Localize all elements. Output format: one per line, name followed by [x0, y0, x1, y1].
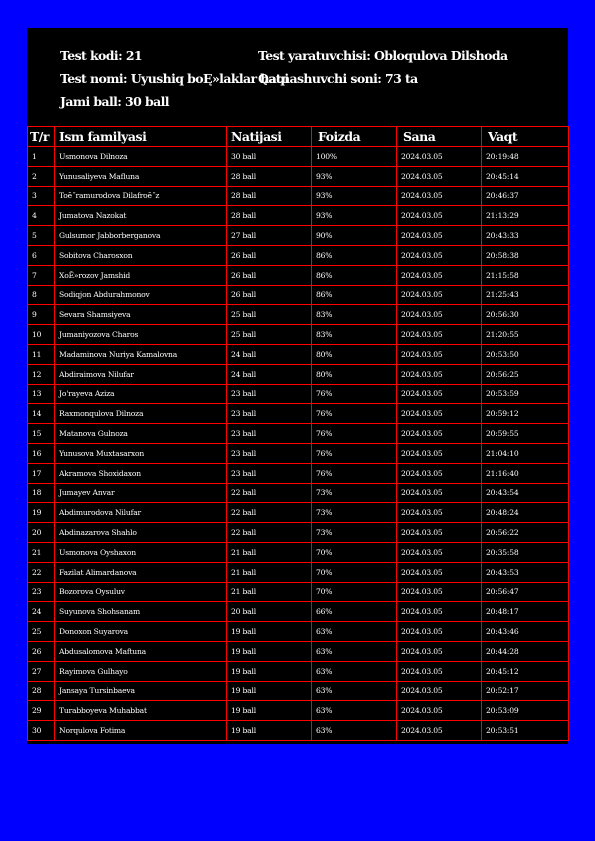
time-cell: 21:16:40: [482, 463, 569, 483]
student-name-cell: Raxmonqulova Dilnoza: [55, 404, 227, 424]
student-name-cell: Fazilat Alimardanova: [55, 562, 227, 582]
table-row: [28, 384, 569, 404]
score-cell: 23 ball: [227, 463, 312, 483]
score-cell: 21 ball: [227, 582, 312, 602]
time-cell: 20:35:58: [482, 542, 569, 562]
student-name-cell: Jumatova Nazokat: [55, 206, 227, 226]
time-cell: 20:48:17: [482, 602, 569, 622]
time-cell: 20:56:22: [482, 523, 569, 543]
time-cell: 20:53:51: [482, 721, 569, 741]
percentage-cell: 90%: [312, 226, 397, 246]
student-name-cell: Sevara Shamsiyeva: [55, 305, 227, 325]
student-name-cell: Usmonova Oyshaxon: [55, 542, 227, 562]
score-cell: 19 ball: [227, 701, 312, 721]
time-cell: 21:20:55: [482, 325, 569, 345]
date-cell: 2024.03.05: [397, 147, 482, 167]
percentage-cell: 76%: [312, 424, 397, 444]
score-cell: 22 ball: [227, 483, 312, 503]
table-row: [28, 542, 569, 562]
row-number-cell: 25: [28, 622, 55, 642]
score-cell: 26 ball: [227, 245, 312, 265]
student-name-cell: Norqulova Fotima: [55, 721, 227, 741]
student-name-cell: Jumaniyozova Charos: [55, 325, 227, 345]
date-cell: 2024.03.05: [397, 226, 482, 246]
student-name-cell: Abdimurodova Nilufar: [55, 503, 227, 523]
date-cell: 2024.03.05: [397, 582, 482, 602]
time-cell: 20:59:55: [482, 424, 569, 444]
row-number-cell: 26: [28, 641, 55, 661]
percentage-cell: 83%: [312, 325, 397, 345]
time-cell: 20:59:12: [482, 404, 569, 424]
table-row: [28, 582, 569, 602]
score-cell: 23 ball: [227, 424, 312, 444]
table-row: [28, 721, 569, 741]
student-name-cell: Abdiraimova Nilufar: [55, 364, 227, 384]
row-number-cell: 20: [28, 523, 55, 543]
date-cell: 2024.03.05: [397, 602, 482, 622]
student-name-cell: Abdusalomova Maftuna: [55, 641, 227, 661]
student-name-cell: Gulsumor Jabborberganova: [55, 226, 227, 246]
date-cell: 2024.03.05: [397, 186, 482, 206]
score-cell: 19 ball: [227, 641, 312, 661]
student-name-cell: Rayimova Gulhayo: [55, 661, 227, 681]
col-header-date: Sana: [397, 127, 482, 147]
row-number-cell: 10: [28, 325, 55, 345]
time-cell: 20:46:37: [482, 186, 569, 206]
table-row: [28, 166, 569, 186]
row-number-cell: 19: [28, 503, 55, 523]
time-cell: 21:04:10: [482, 443, 569, 463]
percentage-cell: 80%: [312, 364, 397, 384]
row-number-cell: 8: [28, 285, 55, 305]
percentage-cell: 63%: [312, 661, 397, 681]
score-cell: 21 ball: [227, 542, 312, 562]
score-cell: 26 ball: [227, 265, 312, 285]
student-name-cell: Bozorova Oysuluv: [55, 582, 227, 602]
row-number-cell: 24: [28, 602, 55, 622]
date-cell: 2024.03.05: [397, 483, 482, 503]
date-cell: 2024.03.05: [397, 404, 482, 424]
date-cell: 2024.03.05: [397, 622, 482, 642]
percentage-cell: 76%: [312, 404, 397, 424]
percentage-cell: 86%: [312, 265, 397, 285]
date-cell: 2024.03.05: [397, 681, 482, 701]
row-number-cell: 4: [28, 206, 55, 226]
time-cell: 20:53:09: [482, 701, 569, 721]
row-number-cell: 18: [28, 483, 55, 503]
percentage-cell: 100%: [312, 147, 397, 167]
date-cell: 2024.03.05: [397, 721, 482, 741]
col-header-result: Natijasi: [227, 127, 312, 147]
time-cell: 20:56:47: [482, 582, 569, 602]
row-number-cell: 27: [28, 661, 55, 681]
percentage-cell: 93%: [312, 166, 397, 186]
table-row: [28, 641, 569, 661]
student-name-cell: Sodiqjon Abdurahmonov: [55, 285, 227, 305]
date-cell: 2024.03.05: [397, 542, 482, 562]
score-cell: 28 ball: [227, 166, 312, 186]
test-code: Test kodi: 21: [60, 48, 143, 63]
time-cell: 20:19:48: [482, 147, 569, 167]
date-cell: 2024.03.05: [397, 364, 482, 384]
score-cell: 20 ball: [227, 602, 312, 622]
student-name-cell: Madaminova Nuriya Kamalovna: [55, 344, 227, 364]
table-row: [28, 245, 569, 265]
table-row: [28, 344, 569, 364]
score-cell: 22 ball: [227, 523, 312, 543]
time-cell: 20:43:54: [482, 483, 569, 503]
table-row: [28, 681, 569, 701]
date-cell: 2024.03.05: [397, 285, 482, 305]
percentage-cell: 66%: [312, 602, 397, 622]
score-cell: 27 ball: [227, 226, 312, 246]
table-row: [28, 186, 569, 206]
row-number-cell: 12: [28, 364, 55, 384]
percentage-cell: 70%: [312, 562, 397, 582]
table-row: [28, 622, 569, 642]
student-name-cell: Yunusaliyeva Mafluna: [55, 166, 227, 186]
score-cell: 19 ball: [227, 721, 312, 741]
score-cell: 19 ball: [227, 661, 312, 681]
table-row: [28, 503, 569, 523]
table-row: [28, 265, 569, 285]
percentage-cell: 73%: [312, 503, 397, 523]
date-cell: 2024.03.05: [397, 166, 482, 186]
table-row: [28, 424, 569, 444]
date-cell: 2024.03.05: [397, 305, 482, 325]
percentage-cell: 76%: [312, 463, 397, 483]
score-cell: 22 ball: [227, 503, 312, 523]
percentage-cell: 70%: [312, 542, 397, 562]
student-name-cell: Donoxon Suyarova: [55, 622, 227, 642]
score-cell: 19 ball: [227, 681, 312, 701]
table-row: [28, 661, 569, 681]
time-cell: 20:45:14: [482, 166, 569, 186]
row-number-cell: 7: [28, 265, 55, 285]
time-cell: 20:56:25: [482, 364, 569, 384]
table-row: [28, 147, 569, 167]
row-number-cell: 11: [28, 344, 55, 364]
row-number-cell: 22: [28, 562, 55, 582]
time-cell: 20:53:59: [482, 384, 569, 404]
table-row: [28, 364, 569, 384]
row-number-cell: 30: [28, 721, 55, 741]
row-number-cell: 5: [28, 226, 55, 246]
score-cell: 26 ball: [227, 285, 312, 305]
row-number-cell: 17: [28, 463, 55, 483]
col-header-time: Vaqt: [482, 127, 569, 147]
date-cell: 2024.03.05: [397, 661, 482, 681]
results-table: [27, 126, 569, 741]
percentage-cell: 63%: [312, 641, 397, 661]
row-number-cell: 3: [28, 186, 55, 206]
student-name-cell: Matanova Gulnoza: [55, 424, 227, 444]
percentage-cell: 76%: [312, 443, 397, 463]
percentage-cell: 70%: [312, 582, 397, 602]
col-header-name: Ism familyasi: [55, 127, 227, 147]
student-name-cell: Yunusova Muxtasarxon: [55, 443, 227, 463]
time-cell: 20:44:28: [482, 641, 569, 661]
row-number-cell: 1: [28, 147, 55, 167]
percentage-cell: 76%: [312, 384, 397, 404]
date-cell: 2024.03.05: [397, 325, 482, 345]
test-info-header: [27, 28, 568, 126]
table-row: [28, 206, 569, 226]
date-cell: 2024.03.05: [397, 701, 482, 721]
table-row: [28, 325, 569, 345]
date-cell: 2024.03.05: [397, 206, 482, 226]
student-name-cell: Jo'rayeva Aziza: [55, 384, 227, 404]
score-cell: 24 ball: [227, 344, 312, 364]
table-row: [28, 305, 569, 325]
percentage-cell: 86%: [312, 285, 397, 305]
row-number-cell: 16: [28, 443, 55, 463]
percentage-cell: 83%: [312, 305, 397, 325]
table-row: [28, 285, 569, 305]
table-row: [28, 701, 569, 721]
table-row: [28, 483, 569, 503]
date-cell: 2024.03.05: [397, 384, 482, 404]
time-cell: 20:52:17: [482, 681, 569, 701]
table-body: [28, 147, 569, 741]
percentage-cell: 63%: [312, 701, 397, 721]
score-cell: 25 ball: [227, 305, 312, 325]
test-name: Test nomi: Uyushiq boĘ»laklar haqi: [60, 71, 289, 86]
row-number-cell: 13: [28, 384, 55, 404]
time-cell: 20:45:12: [482, 661, 569, 681]
time-cell: 20:43:53: [482, 562, 569, 582]
time-cell: 20:53:50: [482, 344, 569, 364]
score-cell: 21 ball: [227, 562, 312, 582]
percentage-cell: 93%: [312, 206, 397, 226]
row-number-cell: 28: [28, 681, 55, 701]
percentage-cell: 73%: [312, 483, 397, 503]
student-name-cell: Turabboyeva Muhabbat: [55, 701, 227, 721]
table-row: [28, 226, 569, 246]
test-creator: Test yaratuvchisi: Obloqulova Dilshoda: [258, 48, 508, 63]
row-number-cell: 2: [28, 166, 55, 186]
time-cell: 21:25:43: [482, 285, 569, 305]
table-row: [28, 562, 569, 582]
score-cell: 25 ball: [227, 325, 312, 345]
student-name-cell: Jansaya Tursinbaeva: [55, 681, 227, 701]
time-cell: 20:43:33: [482, 226, 569, 246]
col-header-percent: Foizda: [312, 127, 397, 147]
student-name-cell: Jumayev Anvar: [55, 483, 227, 503]
row-number-cell: 9: [28, 305, 55, 325]
row-number-cell: 15: [28, 424, 55, 444]
participant-count: Qatnashuvchi soni: 73 ta: [258, 71, 418, 86]
date-cell: 2024.03.05: [397, 424, 482, 444]
student-name-cell: Sobitova Charosxon: [55, 245, 227, 265]
score-cell: 24 ball: [227, 364, 312, 384]
table-row: [28, 463, 569, 483]
time-cell: 20:48:24: [482, 503, 569, 523]
date-cell: 2024.03.05: [397, 523, 482, 543]
date-cell: 2024.03.05: [397, 245, 482, 265]
row-number-cell: 21: [28, 542, 55, 562]
date-cell: 2024.03.05: [397, 443, 482, 463]
row-number-cell: 29: [28, 701, 55, 721]
row-number-cell: 14: [28, 404, 55, 424]
date-cell: 2024.03.05: [397, 265, 482, 285]
time-cell: 20:43:46: [482, 622, 569, 642]
results-sheet: [27, 28, 568, 744]
time-cell: 21:15:58: [482, 265, 569, 285]
table-row: [28, 602, 569, 622]
table-row: [28, 443, 569, 463]
table-header-row: [28, 127, 569, 147]
percentage-cell: 93%: [312, 186, 397, 206]
score-cell: 19 ball: [227, 622, 312, 642]
date-cell: 2024.03.05: [397, 344, 482, 364]
percentage-cell: 63%: [312, 622, 397, 642]
student-name-cell: Toĕ˝ramurodova Dilafroĕ˝z: [55, 186, 227, 206]
col-header-number: T/r: [28, 127, 55, 147]
student-name-cell: XoĔ»rozov Jamshid: [55, 265, 227, 285]
time-cell: 21:13:29: [482, 206, 569, 226]
row-number-cell: 6: [28, 245, 55, 265]
score-cell: 23 ball: [227, 443, 312, 463]
score-cell: 23 ball: [227, 384, 312, 404]
score-cell: 30 ball: [227, 147, 312, 167]
table-row: [28, 523, 569, 543]
date-cell: 2024.03.05: [397, 463, 482, 483]
student-name-cell: Suyunova Shohsanam: [55, 602, 227, 622]
percentage-cell: 73%: [312, 523, 397, 543]
date-cell: 2024.03.05: [397, 562, 482, 582]
time-cell: 20:56:30: [482, 305, 569, 325]
row-number-cell: 23: [28, 582, 55, 602]
date-cell: 2024.03.05: [397, 503, 482, 523]
score-cell: 28 ball: [227, 206, 312, 226]
score-cell: 28 ball: [227, 186, 312, 206]
percentage-cell: 80%: [312, 344, 397, 364]
score-cell: 23 ball: [227, 404, 312, 424]
total-score: Jami ball: 30 ball: [60, 94, 169, 109]
date-cell: 2024.03.05: [397, 641, 482, 661]
table-row: [28, 404, 569, 424]
student-name-cell: Abdinazarova Shahlo: [55, 523, 227, 543]
percentage-cell: 86%: [312, 245, 397, 265]
time-cell: 20:58:38: [482, 245, 569, 265]
percentage-cell: 63%: [312, 721, 397, 741]
student-name-cell: Akramova Shoxidaxon: [55, 463, 227, 483]
student-name-cell: Usmonova Dilnoza: [55, 147, 227, 167]
percentage-cell: 63%: [312, 681, 397, 701]
